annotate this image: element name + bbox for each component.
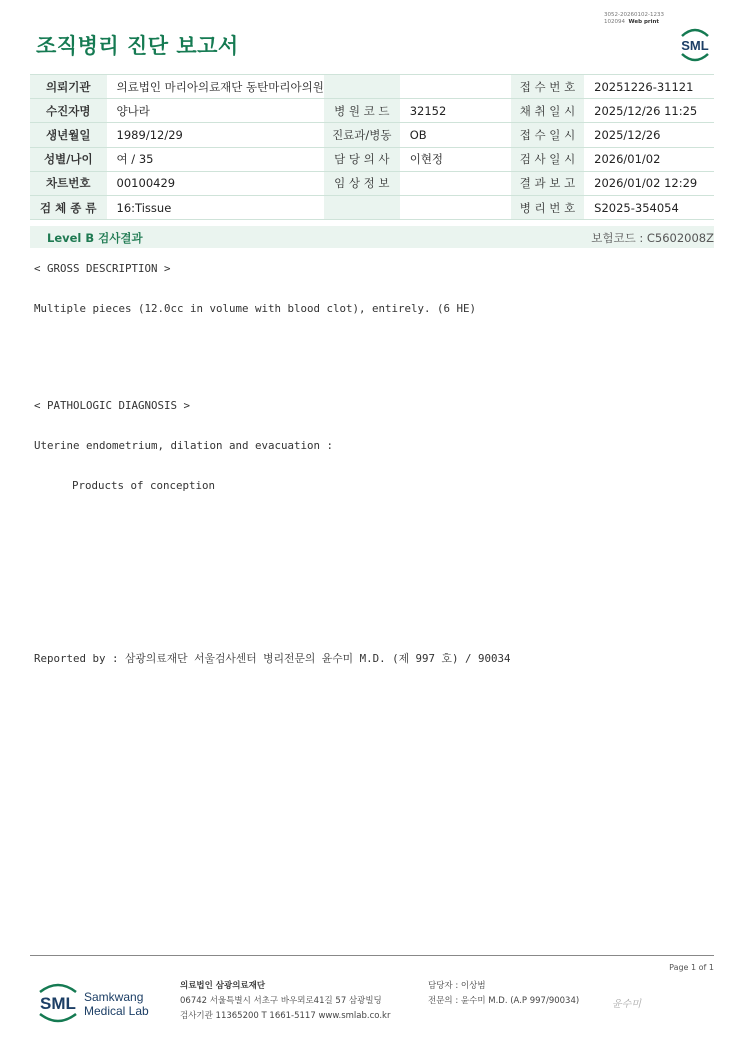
info-label: 의뢰기관 bbox=[30, 75, 107, 99]
info-label: 결 과 보 고 bbox=[511, 171, 584, 195]
footer-logo-name-1: Samkwang bbox=[84, 990, 144, 1004]
signature: 윤수미 bbox=[612, 999, 641, 1010]
specialist-line: 전문의 : 윤수미 M.D. (A.P 997/90034) bbox=[428, 996, 580, 1006]
footer-logo-sml: SML bbox=[40, 994, 76, 1013]
info-label: 성별/나이 bbox=[30, 147, 107, 171]
diagnosis-result: Products of conception bbox=[72, 479, 216, 492]
info-value: OB bbox=[400, 123, 511, 147]
info-label: 병 리 번 호 bbox=[511, 195, 584, 219]
diagnosis-site: Uterine endometrium, dilation and evacuation : bbox=[34, 439, 334, 452]
info-label: 진료과/병동 bbox=[324, 123, 400, 147]
info-value: 2026/01/02 12:29 bbox=[584, 171, 714, 195]
footer-org-info bbox=[180, 979, 390, 1024]
info-label: 채 취 일 시 bbox=[511, 99, 584, 123]
info-value: 여 / 35 bbox=[107, 147, 324, 171]
info-value: 2025/12/26 11:25 bbox=[584, 99, 714, 123]
gross-heading: < GROSS DESCRIPTION > bbox=[34, 262, 171, 275]
info-value: 의료법인 마리아의료재단 동탄마리아의원 bbox=[107, 75, 324, 99]
info-row bbox=[30, 195, 714, 219]
info-label: 검 체 종 류 bbox=[30, 195, 107, 219]
info-row bbox=[30, 171, 714, 195]
reported-by: Reported by : 삼광의료재단 서울검사센터 병리전문의 윤수미 M.D. (제 997 호) / 90034 bbox=[34, 652, 511, 665]
info-label: 검 사 일 시 bbox=[511, 147, 584, 171]
info-row bbox=[30, 147, 714, 171]
info-label bbox=[324, 75, 400, 99]
info-value: 2025/12/26 bbox=[584, 123, 714, 147]
page-title: 조직병리 진단 보고서 bbox=[36, 34, 239, 58]
info-label: 접 수 번 호 bbox=[511, 75, 584, 99]
print-codes bbox=[604, 12, 664, 26]
info-value bbox=[400, 171, 511, 195]
info-value: 00100429 bbox=[107, 171, 324, 195]
manager-line: 담당자 : 이상범 bbox=[428, 981, 486, 991]
gross-text: Multiple pieces (12.0cc in volume with blood clot), entirely. (6 HE) bbox=[34, 302, 477, 315]
info-value bbox=[400, 195, 511, 219]
samkwang-logo-icon bbox=[36, 980, 160, 1028]
info-value: 20251226-31121 bbox=[584, 75, 714, 99]
code-line-2: 102094 bbox=[604, 19, 625, 25]
sml-logo-text: SML bbox=[681, 38, 709, 53]
info-value: 양나라 bbox=[107, 99, 324, 123]
info-value: 1989/12/29 bbox=[107, 123, 324, 147]
info-label: 접 수 일 시 bbox=[511, 123, 584, 147]
sml-logo-icon bbox=[676, 24, 714, 64]
org-name: 의료법인 삼광의료재단 bbox=[180, 981, 266, 991]
info-row bbox=[30, 75, 714, 99]
info-label: 수진자명 bbox=[30, 99, 107, 123]
info-value: S2025-354054 bbox=[584, 195, 714, 219]
page-number: Page 1 of 1 bbox=[669, 963, 714, 972]
info-label: 생년월일 bbox=[30, 123, 107, 147]
footer-logo-name-2: Medical Lab bbox=[84, 1004, 149, 1018]
info-value: 2026/01/02 bbox=[584, 147, 714, 171]
info-label: 차트번호 bbox=[30, 171, 107, 195]
diagnosis-heading: < PATHOLOGIC DIAGNOSIS > bbox=[34, 399, 191, 412]
result-level-label: Level B 검사결과 bbox=[47, 231, 143, 245]
footer-staff-info bbox=[428, 979, 579, 1009]
org-contact: 검사기관 11365200 T 1661-5117 www.smlab.co.kr bbox=[180, 1011, 391, 1021]
insurance-code: 보험코드 : C5602008Z bbox=[591, 231, 714, 245]
info-row bbox=[30, 123, 714, 147]
footer-divider bbox=[30, 955, 714, 956]
org-address: 06742 서울특별시 서초구 바우뫼로41길 57 삼광빌딩 bbox=[180, 996, 382, 1006]
info-value bbox=[400, 75, 511, 99]
info-label: 병 원 코 드 bbox=[324, 99, 400, 123]
info-row bbox=[30, 99, 714, 123]
info-label bbox=[324, 195, 400, 219]
info-value: 이현정 bbox=[400, 147, 511, 171]
info-label: 담 당 의 사 bbox=[324, 147, 400, 171]
info-value: 32152 bbox=[400, 99, 511, 123]
info-value: 16:Tissue bbox=[107, 195, 324, 219]
patient-info-table bbox=[30, 74, 714, 220]
web-print-label: Web print bbox=[628, 19, 660, 25]
code-line-1: 3052-20260102-1233 bbox=[604, 12, 664, 18]
info-label: 임 상 정 보 bbox=[324, 171, 400, 195]
